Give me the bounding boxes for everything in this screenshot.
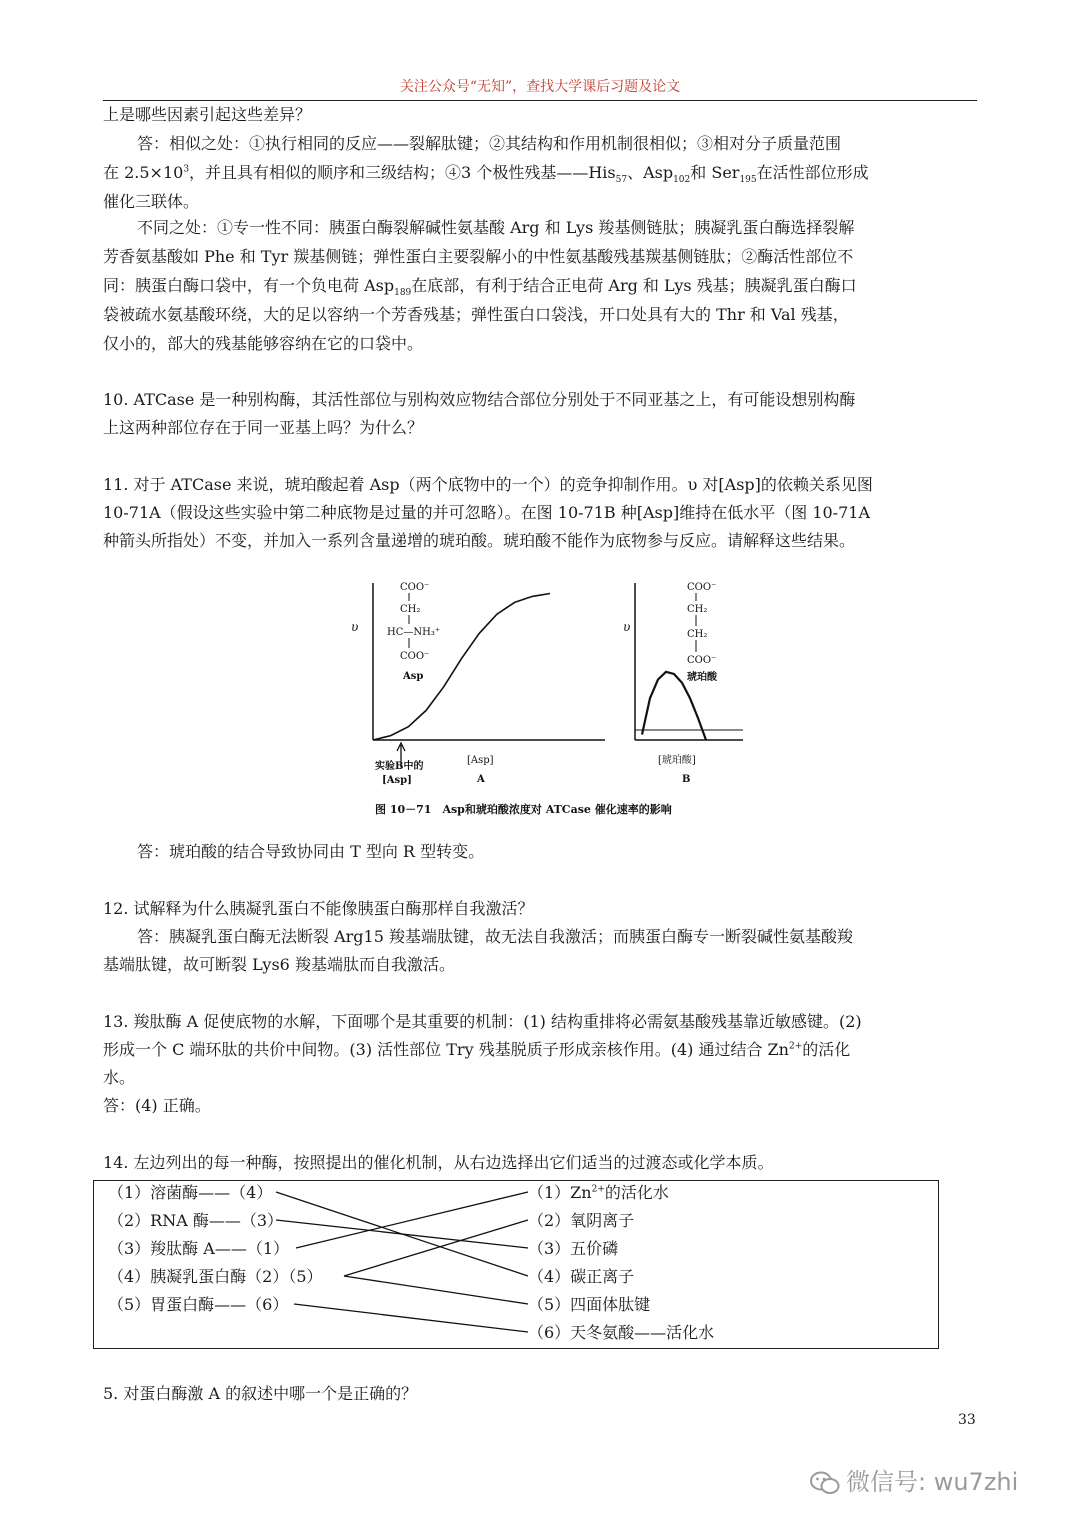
q14-left-1: （1）溶菌酶——（4） [108,1183,273,1202]
watermark [810,1462,1018,1497]
q9-similarity-1: 答：相似之处：①执行相同的反应——裂解肽键；②其结构和作用机制很相似；③相对分子质量范围 [137,134,842,153]
a-struct-3: HC—NH₃⁺ [387,627,441,638]
figure-10-71 [345,577,765,822]
q14-line-1: 14. 左边列出的每一种酶，按照提出的催化机制，从右边选择出它们适当的过渡态或化学本质。 [103,1153,774,1172]
watermark-text: 微信号: wu7zhi [846,1468,1019,1496]
q9-difference-4: 袋被疏水氨基酸环绕，大的足以容纳一个芳香残基；弹性蛋白口袋浅，开口处具有大的 Thr 和 Val 残基， [103,305,849,324]
curve-a [373,594,550,741]
a-arrow-label-1: 实验B中的 [375,761,424,772]
q11-answer: 答：琥珀酸的结合导致协同由 T 型向 R 型转变。 [137,842,485,861]
chart-panel-a [351,582,605,786]
q12-line-1: 12. 试解释为什么胰凝乳蛋白不能像胰蛋白酶那样自我激活？ [103,899,534,918]
b-struct-2: CH₂ [687,604,708,615]
b-panel-label: B [682,774,691,785]
q13-line-1: 13. 羧肽酶 A 促使底物的水解，下面哪个是其重要的机制：(1) 结构重排将必需氨基酸残基靠近敏感键。(2) [103,1012,862,1031]
q14-right-3: （3）五价磷 [528,1239,619,1258]
page-number: 33 [958,1412,976,1428]
q11-line-1: 11. 对于 ATCase 来说，琥珀酸起着 Asp（两个底物中的一个）的竞争抑制作用。υ 对[Asp]的依赖关系见图 [103,475,873,494]
q15-line-1: 5. 对蛋白酶激 A 的叙述中哪一个是正确的？ [103,1384,418,1403]
a-arrow-label-2: [Asp] [382,775,412,786]
q10-line-2: 上这两种部位存在于同一亚基上吗？为什么？ [103,418,424,437]
a-struct-1: COO⁻ [400,582,430,593]
chart-panel-b [623,582,743,785]
b-y-label: υ [623,620,631,634]
q13-answer: 答：(4) 正确。 [103,1096,211,1115]
a-y-label: υ [351,620,359,634]
b-struct-4: COO⁻ [687,655,717,666]
q11-line-2: 10-71A（假设这些实验中第二种底物是过量的并可忽略）。在图 10-71B 种[Asp]维持在低水平（图 10-71A [103,503,870,522]
q14-left-2: （2）RNA 酶——（3） [108,1211,284,1230]
q9-similarity-3: 催化三联体。 [103,192,200,211]
wechat-icon [810,1470,840,1496]
q9-difference-5: 仅小的，部大的残基能够容纳在它的口袋中。 [103,334,424,353]
figure-caption: 图 10－71 Asp和琥珀酸浓度对 ATCase 催化速率的影响 [375,803,672,816]
q14-right-5: （5）四面体肽键 [528,1295,651,1314]
q14-left-4: （4）胰凝乳蛋白酶（2）（5） [108,1267,323,1286]
q9-difference-1: 不同之处：①专一性不同：胰蛋白酶裂解碱性氨基酸 Arg 和 Lys 羧基侧链肽；胰凝乳蛋白酶选择裂解 [137,218,855,237]
q9-difference-2: 芳香氨基酸如 Phe 和 Tyr 羰基侧链；弹性蛋白主要裂解小的中性氨基酸残基羰基侧链肽；②酶活性部位不 [103,247,854,266]
q13-line-2: 形成一个 C 端环肽的共价中间物。(3) 活性部位 Try 残基脱质子形成亲核作用。(4) 通过结合 $Zn^{2+}$的活化 [103,1040,851,1059]
q10-line-1: 10. ATCase 是一种别构酶，其活性部位与别构效应物结合部位分别处于不同亚基之上，有可能设想别构酶 [103,390,856,409]
q13-line-3: 水。 [103,1068,136,1087]
q14-right-4: （4）碳正离子 [528,1267,635,1286]
q11-line-3: 种箭头所指处）不变，并加入一系列含量递增的琥珀酸。琥珀酸不能作为底物参与反应。请解释这些结果。 [103,531,856,550]
q14-right-6: （6）天冬氨酸——活化水 [528,1323,715,1342]
a-x-label: [Asp] [467,755,494,766]
q14-right-2: （2）氧阴离子 [528,1211,635,1230]
q14-left-5: （5）胃蛋白酶——（6） [108,1295,289,1314]
a-panel-label: A [477,774,485,785]
a-struct-2: CH₂ [400,604,421,615]
b-x-label: [琥珀酸] [658,755,696,766]
b-struct-1: COO⁻ [687,582,717,593]
a-struct-name: Asp [403,671,424,682]
page-header: 关注公众号“无知”，查找大学课后习题及论文 [399,79,681,95]
q9-similarity-2: 在 $2.5\times 10^3$，并且具有相似的顺序和三级结构；④3 个极性残基——His$_{57}$、Asp$_{102}$和 Ser$_{195}$在活性部位形成 [103,163,869,186]
q12-answer-1: 答：胰凝乳蛋白酶无法断裂 Arg15 羧基端肽键，故无法自我激活；而胰蛋白酶专一断裂碱性氨基酸羧 [137,927,853,946]
b-struct-name: 琥珀酸 [687,672,717,683]
b-struct-3: CH₂ [687,629,708,640]
q12-answer-2: 基端肽键，故可断裂 Lys6 羧基端肽而自我激活。 [103,955,455,974]
q14-left-3: （3）羧肽酶 A——（1） [108,1239,290,1258]
q9-difference-3: 同：胰蛋白酶口袋中，有一个负电荷 Asp$_{189}$在底部，有利于结合正电荷 Arg 和 Lys 残基；胰凝乳蛋白酶口 [103,276,857,299]
q9-line: 上是哪些因素引起这些差异？ [103,105,312,124]
q14-right-1: $(1)Zn^{2+}$的活化水 [528,1183,669,1202]
a-struct-4: COO⁻ [400,651,430,662]
